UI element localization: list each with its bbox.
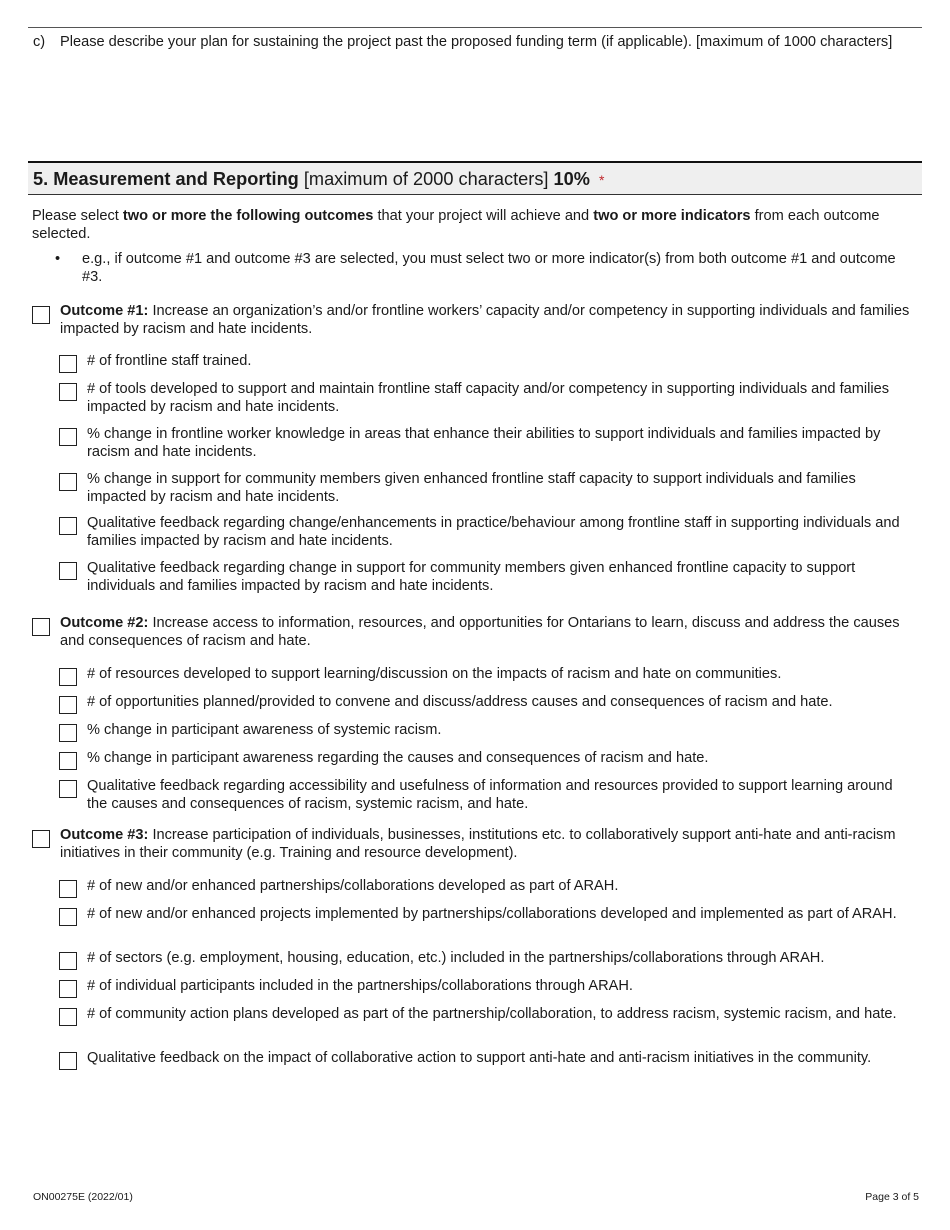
- intro-emphasis: two or more the following outcomes: [122, 208, 374, 224]
- indicator-text: Qualitative feedback on the impact of collaborative action to support anti-hate and anti-racism initiatives in the community.: [87, 1050, 872, 1066]
- indicator-checkbox[interactable]: [59, 473, 77, 491]
- bullet-icon: •: [55, 251, 61, 267]
- instructions: [32, 207, 912, 243]
- indicator-checkbox[interactable]: [59, 952, 77, 970]
- indicator-checkbox[interactable]: [59, 428, 77, 446]
- indicator-checkbox[interactable]: [59, 880, 77, 898]
- intro-emphasis: two or more indicators: [593, 208, 751, 224]
- indicator-checkbox[interactable]: [59, 1052, 77, 1070]
- indicator-text: # of individual participants included in the partnerships/collaborations through ARAH.: [87, 978, 633, 994]
- indicator-row: [59, 559, 912, 595]
- indicator-row: [59, 749, 912, 767]
- indicator-checkbox[interactable]: [59, 562, 77, 580]
- indicator-checkbox[interactable]: [59, 517, 77, 535]
- indicator-text: % change in support for community members given enhanced frontline staff capacity to support individuals and families impacted by racism and hate incidents.: [87, 471, 856, 505]
- indicator-checkbox[interactable]: [59, 724, 77, 742]
- top-divider: [28, 27, 922, 28]
- indicator-text: % change in participant awareness of systemic racism.: [87, 722, 442, 738]
- indicator-checkbox[interactable]: [59, 752, 77, 770]
- indicator-row: [59, 1049, 912, 1067]
- indicator-checkbox[interactable]: [59, 355, 77, 373]
- indicator-row: [59, 949, 912, 967]
- bullet-text: e.g., if outcome #1 and outcome #3 are selected, you must select two or more indicator(s) from both outcome #1 and outcome #3.: [82, 251, 896, 285]
- section-title-line: [33, 168, 604, 191]
- indicator-text: # of resources developed to support learning/discussion on the impacts of racism and hate on communities.: [87, 666, 782, 682]
- indicator-row: [59, 905, 912, 923]
- indicator-checkbox[interactable]: [59, 696, 77, 714]
- indicator-row: [59, 425, 912, 461]
- outcome-3-checkbox[interactable]: [32, 830, 50, 848]
- indicator-row: [59, 1005, 912, 1023]
- indicator-checkbox[interactable]: [59, 1008, 77, 1026]
- indicator-row: [59, 877, 912, 895]
- indicator-row: [59, 470, 912, 506]
- indicator-text: Qualitative feedback regarding change/enhancements in practice/behaviour among frontline staff in supporting individuals and families impacted by racism and hate incidents.: [87, 515, 900, 549]
- indicator-checkbox[interactable]: [59, 383, 77, 401]
- indicator-row: [59, 777, 912, 813]
- part-c-label: c): [33, 34, 46, 50]
- indicator-row: [59, 693, 912, 711]
- indicator-checkbox[interactable]: [59, 980, 77, 998]
- indicator-text: # of sectors (e.g. employment, housing, education, etc.) included in the partnerships/collaborations through ARAH.: [87, 950, 825, 966]
- indicator-checkbox[interactable]: [59, 668, 77, 686]
- intro-text: Please select: [32, 208, 123, 224]
- indicator-row: [59, 514, 912, 550]
- outcome-label: Outcome #3:: [60, 827, 149, 843]
- section-max-note: [maximum of 2000 characters]: [303, 169, 549, 189]
- indicator-row: [59, 380, 912, 416]
- part-c-text: Please describe your plan for sustaining the project past the proposed funding term (if applicable). [maximum of 1000 characters]: [60, 34, 893, 50]
- part-c-question: [33, 33, 913, 51]
- outcome-text: Increase an organization’s and/or frontline workers’ capacity and/or competency in supporting individuals and families impacted by racism and hate incidents.: [60, 303, 910, 337]
- indicator-text: Qualitative feedback regarding change in support for community members given enhanced frontline capacity to support individuals and families impacted by racism and hate incidents.: [87, 560, 856, 594]
- outcome-2-checkbox[interactable]: [32, 618, 50, 636]
- indicator-row: [59, 977, 912, 995]
- section-title: 5. Measurement and Reporting: [33, 169, 299, 189]
- outcome-1: [32, 302, 912, 338]
- indicator-text: Qualitative feedback regarding accessibility and usefulness of information and resources provided to support learning around the causes and consequences of racism, systemic racism, and hate.: [87, 778, 893, 812]
- indicator-text: # of new and/or enhanced projects implemented by partnerships/collaborations developed and implemented as part of ARAH.: [87, 906, 897, 922]
- indicator-row: [59, 352, 912, 370]
- indicator-checkbox[interactable]: [59, 908, 77, 926]
- outcome-text: Increase participation of individuals, businesses, institutions etc. to collaboratively support anti-hate and anti-racism initiatives in their community (e.g. Training and resource development).: [60, 827, 896, 861]
- intro-text: from each outcome selected.: [32, 208, 880, 242]
- section-5-header: [28, 161, 922, 195]
- indicator-text: # of tools developed to support and maintain frontline staff capacity and/or competency in supporting individuals and families impacted by racism and hate incidents.: [87, 381, 890, 415]
- outcome-2: [32, 614, 912, 650]
- example-bullet: [55, 250, 910, 286]
- indicator-text: # of frontline staff trained.: [87, 353, 252, 369]
- outcome-label: Outcome #2:: [60, 615, 149, 631]
- indicator-checkbox[interactable]: [59, 780, 77, 798]
- indicator-row: [59, 665, 912, 683]
- form-id: ON00275E (2022/01): [33, 1191, 133, 1203]
- outcome-label: Outcome #1:: [60, 303, 149, 319]
- indicator-text: # of new and/or enhanced partnerships/collaborations developed as part of ARAH.: [87, 878, 619, 894]
- section-weight: 10%: [553, 169, 590, 189]
- outcome-text: Increase access to information, resources, and opportunities for Ontarians to learn, discuss and address the causes and consequences of racism and hate.: [60, 615, 900, 649]
- indicator-text: # of opportunities planned/provided to convene and discuss/address causes and consequences of racism and hate.: [87, 694, 833, 710]
- intro-text: that your project will achieve and: [373, 208, 594, 224]
- page-number: Page 3 of 5: [865, 1191, 919, 1203]
- outcome-1-checkbox[interactable]: [32, 306, 50, 324]
- outcome-3: [32, 826, 912, 862]
- indicator-text: # of community action plans developed as part of the partnership/collaboration, to address racism, systemic racism, and hate.: [87, 1006, 897, 1022]
- required-marker: *: [599, 172, 605, 188]
- indicator-text: % change in participant awareness regarding the causes and consequences of racism and hate.: [87, 750, 709, 766]
- indicator-text: % change in frontline worker knowledge in areas that enhance their abilities to support individuals and families impacted by racism and hate incidents.: [87, 426, 881, 460]
- indicator-row: [59, 721, 912, 739]
